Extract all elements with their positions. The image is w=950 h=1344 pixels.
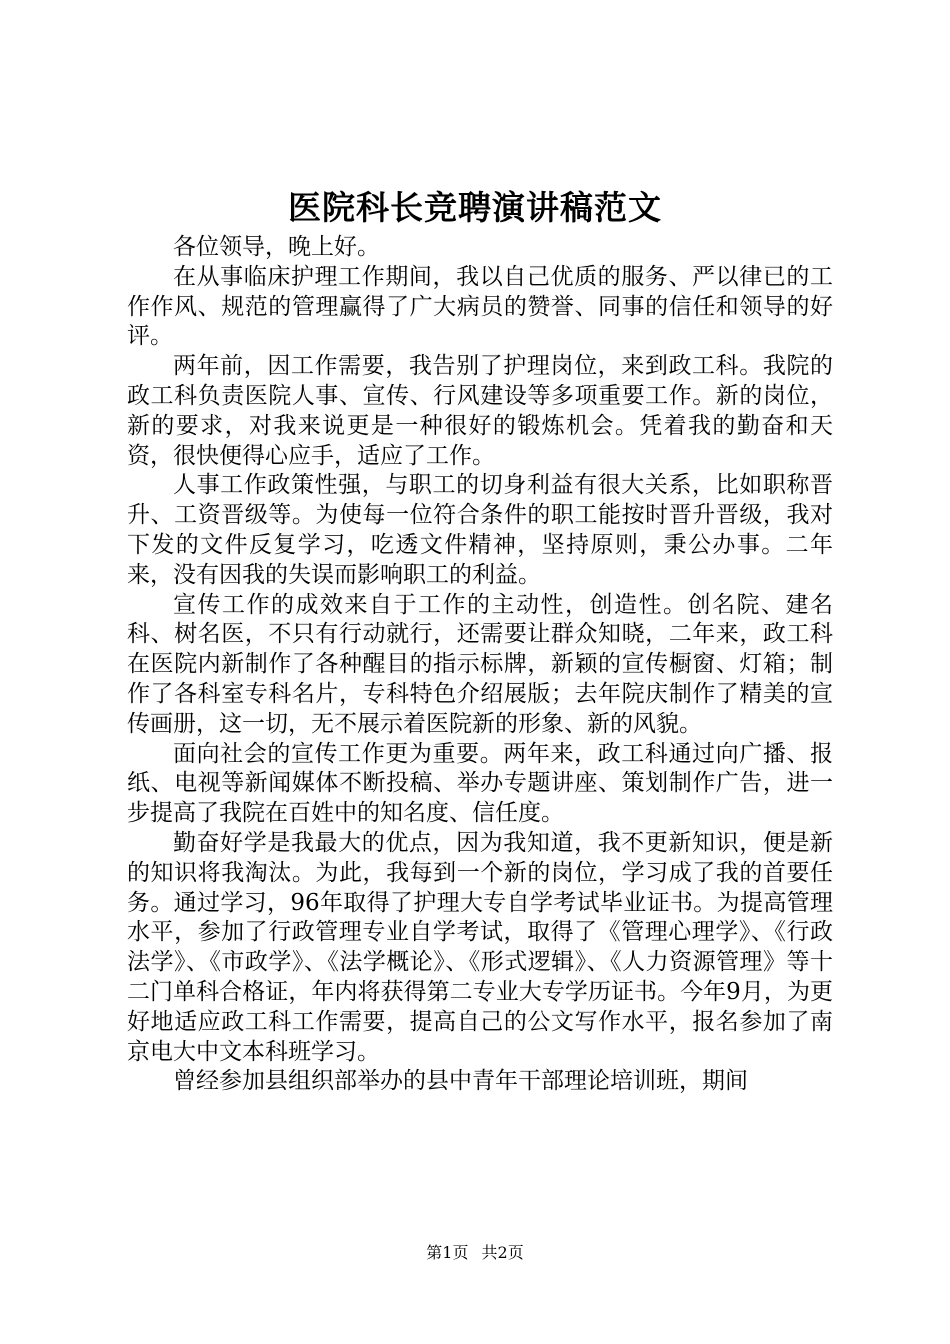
document-title: 医院科长竞聘演讲稿范文 [288,188,662,227]
paragraph-training: 曾经参加县组织部举办的县中青年干部理论培训班，期间 [173,1068,748,1095]
paragraph-greeting: 各位领导，晚上好。 [173,234,380,260]
paragraph-personnel: 人事工作政策性强，与职工的切身利益有很大关系，比如职称晋升、工资晋级等。为使每一位符合条件的职工能按时晋升晋级，我对下发的文件反复学习，吃透文件精神，坚持原则，秉公办事。二年来，没有因我的失误而影响职工的利益。 [127,472,833,588]
paragraph-media: 面向社会的宣传工作更为重要。两年来，政工科通过向广播、报纸、电视等新闻媒体不断投稿、举办专题讲座、策划制作广告，进一步提高了我院在百姓中的知名度、信任度。 [127,740,833,827]
paragraph-new-post: 两年前，因工作需要，我告别了护理岗位，来到政工科。我院的政工科负责医院人事、宣传、行风建设等多项重要工作。新的岗位，新的要求，对我来说更是一种很好的锻炼机会。凭着我的勤奋和天资，很快便得心应手，适应了工作。 [127,353,833,469]
paragraph-study: 勤奋好学是我最大的优点，因为我知道，我不更新知识，便是新的知识将我淘汰。为此，我每到一个新的岗位，学习成了我的首要任务。通过学习，96年取得了护理大专自学考试毕业证书。为提高管理水平，参加了行政管理专业自学考试，取得了《管理心理学》、《行政法学》、《市政学》、《法学概论》、《形式逻辑》、《人力资源管理》等十二门单科合格证，年内将获得第二专业大专学历证书。今年9月，为更好地适应政工科工作需要，提高自己的公文写作水平，报名参加了南京电大中文本科班学习。 [127,829,833,1065]
page-footer [0,1243,950,1263]
page-number: 第1页 [426,1243,469,1262]
paragraph-publicity: 宣传工作的成效来自于工作的主动性，创造性。创名院、建名科、树名医，不只有行动就行，还需要让群众知晓，二年来，政工科在医院内新制作了各种醒目的指示标牌，新颖的宣传橱窗、灯箱；制作了各科室专科名片，专科特色介绍展版；去年院庆制作了精美的宣传画册，这一切，无不展示着医院新的形象、新的风貌。 [127,591,833,737]
paragraph-nursing: 在从事临床护理工作期间，我以自己优质的服务、严以律已的工作作风、规范的管理赢得了广大病员的赞誉、同事的信任和领导的好评。 [127,263,833,350]
document-body [127,233,833,1097]
page-total: 共2页 [481,1243,524,1262]
